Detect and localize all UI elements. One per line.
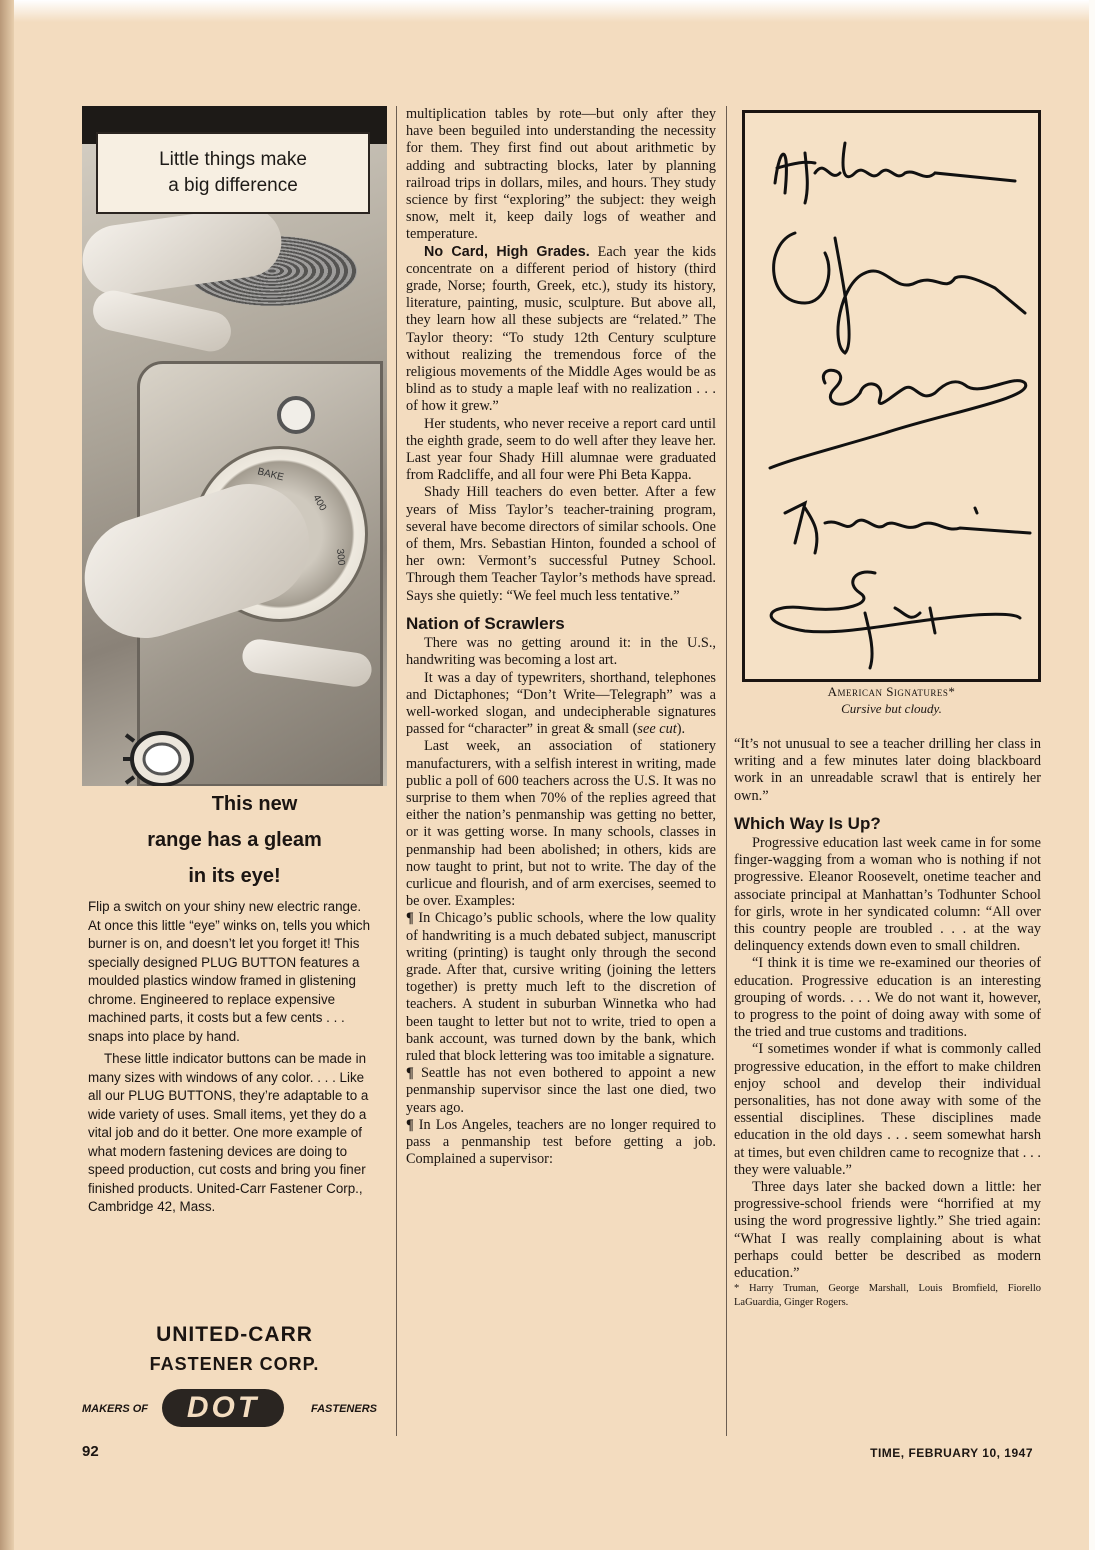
signature-laguardia (785, 503, 1030, 553)
ad-body-paragraph-1: Flip a switch on your shiny new electric range. At once this little “eye” winks on, tells you which burner is on, and doesn’t let you forget it! This specially designed PLUG BUTTON features a moulded plastics window framed in glistening chrome. Engineered to replace expensive machined parts, it costs but a few cents . . . snaps into place by hand. (88, 899, 371, 1044)
article-paragraph: Progressive education last week came in for some finger-wagging from a woman who is nothing if not progressive. Eleanor Roosevelt, onetime teacher and associate principal at Manhattan’s Todhunter School for girls, wrote in her syndicated column: “All over this country people are troubled . . . at the way delinquency extends down even to small children. (734, 835, 1041, 955)
article-text: Each year the kids concentrate on a different period of history (third grade, Norse; fourth, Greek, etc.), study its history, literature, painting, music, sculpture. But above all, they learn how all these subjects are “related.” The Taylor theory: “To study 12th Century sculpture without realizing the tremendous force of the religious movements of the Middle Ages would be as blind as to study a maple leaf with no realization . . . of how it grew.” (406, 243, 717, 415)
makers-right-text: FASTENERS (310, 1403, 377, 1415)
column-rule-1 (396, 106, 397, 1436)
makers-line (82, 1389, 387, 1429)
ad-body-paragraph-2: These little indicator buttons can be made in many sizes with windows of any color. . . . Like all our PLUG BUTTONS, they’re adaptable to a wide variety of uses. Small items, yet they do a vital job and do it better. One more example of what modern fastening devices are doing to speed production, cut costs and bring you finer finished products. United-Carr Fastener Corp., Cambridge 42, Mass. (88, 1051, 369, 1214)
pilcrow-icon: ¶ (406, 910, 414, 927)
article-paragraph: There was no getting around it: in the U.S., handwriting was becoming a lost art. (406, 635, 716, 669)
dial-label-400: 400 (310, 493, 329, 513)
article-column-2 (406, 106, 716, 1168)
section-heading-which-way: Which Way Is Up? (734, 813, 881, 833)
article-paragraph: “I sometimes wonder if what is commonly called progressive education, in the effort to make children enjoy school and develop their individual personalities, has not done away with some of the essential disciplines. These disciplines made education in the old days . . . seem somewhat harsh at times, but even children came to recognize that . . . they were valuable.” (734, 1041, 1041, 1178)
makers-left-text: MAKERS OF (82, 1403, 148, 1415)
article-paragraph (406, 1065, 716, 1117)
ad-headline-line-1: This new (211, 793, 298, 815)
advertisement (82, 106, 387, 1436)
brand-name-line-2: FASTENER CORP. (149, 1354, 320, 1374)
signature-bromfield (770, 370, 1026, 468)
signatures-illustration (742, 110, 1041, 682)
signature-rogers (771, 572, 1020, 668)
indicator-light-image (277, 396, 315, 434)
dot-logo: DOT (162, 1389, 284, 1427)
ad-headline-line-2: range has a gleam (147, 829, 322, 851)
footnote: * Harry Truman, George Marshall, Louis Bromfield, Fiorello LaGuardia, Ginger Rogers. (734, 1283, 1041, 1309)
article-paragraph: Last week, an association of stationery manufacturers, with a selfish interest in writing, made public a poll of 600 teachers across the U.S. It was no surprise to them when 70% of the replies agreed that either the nation’s penmanship was getting no better, or it was getting worse. In many schools, classes in penmanship had been abolished; in others, kids are now taught to print, but not to write. The day of the curlicue and flourish, and of arm exercises, seemed to be over. Examples: (406, 738, 716, 910)
plug-button-icon (122, 721, 198, 786)
caption-title: American Signatures* (827, 684, 956, 699)
issue-footer: TIME, FEBRUARY 10, 1947 (870, 1446, 1033, 1460)
article-paragraph: Three days later she backed down a little: her progressive-school friends were “horrified at my using the word progressive lightly.” She tried again: “What I was really complaining about is what perhaps could better be described as modern education.” (734, 1179, 1041, 1282)
article-paragraph: multiplication tables by rote—but only after they have been beguiled into understanding the necessity for them. They first find out about arithmetic by adding and subtracting blocks, later by planning railroad trips in dollars, miles, and hours. They study science by first “exploring” the subject: they weigh snow, melt it, keep daily logs of weather and temperature. (406, 106, 716, 243)
article-paragraph (406, 1117, 716, 1169)
article-paragraph (406, 244, 716, 416)
dial-label-bake: BAKE (256, 466, 285, 484)
article-paragraph: Shady Hill teachers do even better. After a few years of Miss Taylor’s teacher-training program, several have become directors of similar schools. One of them, Mrs. Sebastian Hinton, founded a school of her own: Vermont’s successful Putney School. Through them Teacher Taylor’s methods have spread. Says she quietly: “We feel much less tentative.” (406, 484, 716, 604)
article-column-3 (734, 736, 1041, 1310)
page-edge-left (0, 0, 14, 1550)
signature-truman (775, 143, 1015, 203)
banner-line-1: Little things make (159, 149, 307, 170)
article-text: ). (676, 721, 686, 738)
subhead-no-card: No Card, High Grades. (424, 243, 590, 260)
banner-line-2: a big difference (168, 175, 298, 196)
brand-name: UNITED-CARR (156, 1323, 313, 1346)
article-text: In Chicago’s public schools, where the low quality of handwriting is a much debated subject, manuscript writing (printing) is taught only through the second grade. After that, cursive writing (joining the letters together) is pretty much left to the discretion of teachers. A student in suburban Winnetka who had been taught to letter but not to write, tried to open a bank account, was turned down by the bank, which ruled that block lettering was too imitable a signature. (406, 910, 717, 1064)
article-paragraph (406, 670, 716, 739)
ad-headline (82, 786, 387, 894)
pilcrow-icon: ¶ (406, 1065, 414, 1082)
article-paragraph: “I think it is time we re-examined our theories of education. Progressive education is an interesting grouping of words. . . . We do not want it, however, to progress to the point of doing away with some of the tried and true customs and traditions. (734, 955, 1041, 1041)
ad-photo (82, 106, 387, 786)
ad-headline-line-3: in its eye! (188, 865, 281, 887)
caption-subtitle: Cursive but cloudy. (841, 701, 942, 716)
signature-marshall (774, 233, 1025, 353)
ad-body-copy (88, 898, 373, 1221)
dial-label-300: 300 (334, 548, 347, 566)
column-rule-2 (726, 106, 727, 1436)
page-number: 92 (82, 1443, 99, 1460)
article-paragraph: “It’s not unusual to see a teacher drilling her class in writing and a few minutes later doing blackboard work in an unreadable scrawl that is entirely her own.” (734, 736, 1041, 804)
article-paragraph (406, 910, 716, 1065)
signatures-caption (742, 683, 1041, 717)
article-paragraph: Her students, who never receive a report card until the eighth grade, seem to do well after they leave her. Last year four Shady Hill alumnae were graduated from Radcliffe, and all four were Phi Beta Kappa. (406, 415, 716, 484)
article-text: It was a day of typewriters, shorthand, telephones and Dictaphones; “Don’t Write—Telegraph” was a well-worked slogan, and undecipherable signatures passed for “character” in great & small ( (406, 669, 716, 738)
article-text: Seattle has not even bothered to appoint a new penmanship supervisor since the last one died, two years ago. (406, 1065, 716, 1116)
pilcrow-icon: ¶ (406, 1116, 414, 1133)
upper-finger-image (89, 287, 234, 355)
page-edge-top (0, 0, 1095, 22)
see-cut-reference: see cut (637, 721, 677, 738)
article-text: In Los Angeles, teachers are no longer required to pass a penmanship test before getting a job. Complained a supervisor: (406, 1116, 716, 1168)
page-edge-right (1089, 0, 1095, 1550)
ad-banner (96, 132, 370, 214)
section-heading-scrawlers: Nation of Scrawlers (406, 613, 565, 633)
